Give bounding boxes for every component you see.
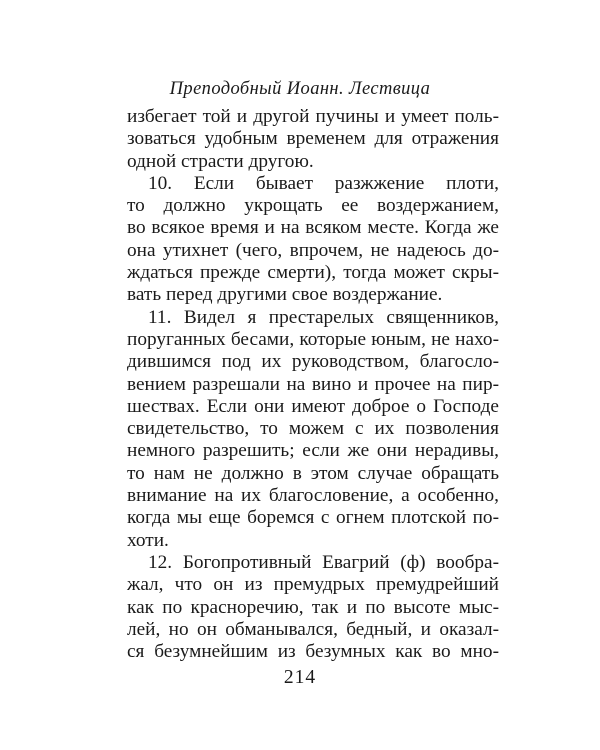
running-head: Преподобный Иоанн. Лествица [169,79,431,99]
text-line: поруганных бесами, которые юным, не нахо- [127,328,499,350]
text-line: избегает той и другой пучины и умеет поль- [127,106,499,127]
paragraph-11-start: 11. Видел я престарелых священников, [148,306,499,328]
text-line: ся безумнейшим из безумных как во мно- [127,641,499,663]
text-line: вением разрешали на вино и прочее на пир- [127,373,499,395]
paragraph-10-start: 10. Если бывает разжжение плоти, [148,172,499,194]
text-line: одной страсти другою. [127,150,314,172]
page-number: 214 [283,667,317,688]
text-line: лей, но он обманывался, бедный, и оказал- [127,618,499,640]
text-line: как по красноречию, так и по высоте мыс- [127,596,499,618]
text-line: свидетельство, то можем с их позволения [127,418,499,440]
text-line: ждаться прежде смерти), тогда может скры- [127,262,499,284]
text-line: то нам не должно в этом случае обращать [127,462,499,484]
text-line: дившимся под их руководством, благосло- [127,351,499,373]
text-line: немного разрешить; если же они нерадивы, [127,440,499,462]
text-line: когда мы еще боремся с огнем плотской по- [127,507,499,529]
text-line: она утихнет (чего, впрочем, не надеюсь до- [127,239,499,261]
text-line: то должно укрощать ее воздержанием, [127,195,499,217]
text-line: вать перед другими свое воздержание. [127,284,443,306]
text-line: шествах. Если они имеют доброе о Господе [127,395,499,417]
paragraph-12-start: 12. Богопротивный Евагрий (ф) вообра- [148,551,499,573]
text-line: хоти. [127,529,169,551]
text-line: зоваться удобным временем для отражения [127,128,499,150]
body-text [127,106,499,663]
text-line: внимание на их благословение, а особенно, [127,485,499,507]
text-line: во всякое время и на всяком месте. Когда же [127,217,499,239]
text-line: жал, что он из премудрых премудрейший [127,574,499,596]
